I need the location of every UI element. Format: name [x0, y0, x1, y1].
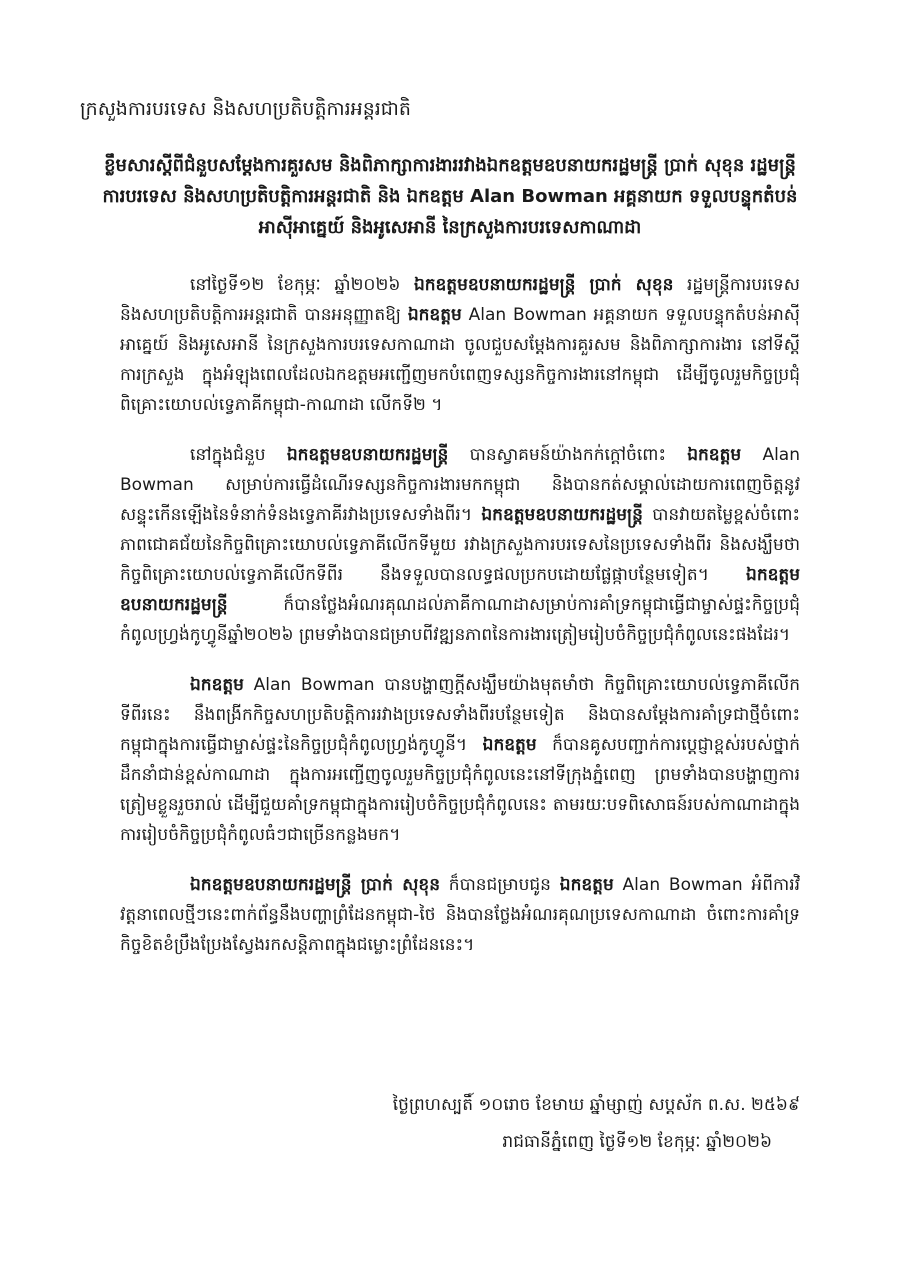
- paragraph-1: [120, 270, 800, 420]
- bold-text-run: ឯកឧត្តមឧបនាយករដ្ឋមន្ត្រី: [120, 565, 800, 615]
- bold-text-run: ឯកឧត្តម: [482, 735, 537, 755]
- bold-text-run: ឯកឧត្តម: [687, 445, 742, 465]
- paragraph-3: [120, 670, 800, 850]
- text-run: Alan Bowman អំពីការវិវត្តនាពេលថ្មីៗនេះពាក់ព័ន្ធនឹងបញ្ហាព្រំដែនកម្ពុជា-ថៃ និងបានថ្លែងអំណរគុណប្រទេសកាណាដា ចំពោះការគាំទ្រកិច្ចខិតខំប្រឹងប្រែងស្វែងរកសន្តិភាពក្នុងជម្លោះព្រំដែននេះ។: [120, 875, 800, 955]
- bold-text-run: ឯកឧត្តមឧបនាយករដ្ឋមន្ត្រី ប្រាក់ សុខុន: [413, 275, 674, 295]
- text-run: នៅថ្ងៃទី១២ ខែកុម្ភៈ ឆ្នាំ២០២៦: [190, 275, 414, 295]
- bold-text-run: ឯកឧត្តមឧបនាយករដ្ឋមន្ត្រី: [286, 445, 449, 465]
- text-run: ក៏បានថ្លែងអំណរគុណដល់ភាគីកាណាដាសម្រាប់ការគាំទ្រកម្ពុជាធ្វើជាម្ចាស់ផ្ទះកិច្ចប្រជុំកំពូលហ្វ្រង់កូហ្វូនីឆ្នាំ២០២៦ ព្រមទាំងបានជម្រាបពីវឌ្ឍនភាពនៃការងារត្រៀមរៀបចំកិច្ចប្រជុំកំពូលនេះផងដែរ។: [120, 595, 800, 645]
- bold-text-run: ឯកឧត្តមឧបនាយករដ្ឋមន្ត្រី ប្រាក់ សុខុន: [190, 875, 440, 895]
- paragraph-2: [120, 440, 800, 650]
- bold-text-run: ឯកឧត្តមឧបនាយករដ្ឋមន្ត្រី: [481, 505, 643, 525]
- text-run: Alan Bowman បានបង្ហាញក្តីសង្ឃឹមយ៉ាងមុតមាំថា កិច្ចពិគ្រោះយោបល់ទ្វេភាគីលើកទីពីរនេះ នឹងពង្រីកកិច្ចសហប្រតិបត្តិការរវាងប្រទេសទាំងពីរបន្ថែមទៀត និងបានសម្តែងការគាំទ្រជាថ្មីចំពោះកម្ពុជាក្នុងការធ្វើជាម្ចាស់ផ្ទះនៃកិច្ចប្រជុំកំពូលហ្វ្រង់កូហ្វូនី។: [120, 675, 800, 755]
- bold-text-run: ឯកឧត្តម: [559, 875, 614, 895]
- bold-text-run: ឯកឧត្តម: [190, 675, 244, 695]
- text-run: Alan Bowman សម្រាប់ការធ្វើដំណើរទស្សនកិច្ចការងារមកកម្ពុជា និងបានកត់សម្គាល់ដោយការពេញចិត្តនូវសន្ទុះកើនឡើងនៃទំនាក់ទំនងទ្វេភាគីរវាងប្រទេសទាំងពីរ។: [120, 445, 800, 525]
- bold-text-run: ឯកឧត្តម: [407, 305, 462, 325]
- document-title: ខ្លឹមសារស្តីពីជំនួបសម្តែងការគួរសម និងពិភាក្សាការងាររវាងឯកឧត្តមឧបនាយករដ្ឋមន្ត្រី ប្រាក់ សុខុន រដ្ឋមន្ត្រីការបរទេស និងសហប្រតិបត្តិការអន្តរជាតិ និង ឯកឧត្តម Alan Bowman អគ្គនាយក ទទួលបន្ទុកតំបន់អាស៊ីអាគ្នេយ៍ និងអូសេអានី នៃក្រសួងការបរទេសកាណាដា: [102, 155, 798, 238]
- text-run: ក៏បានគូសបញ្ជាក់ការប្តេជ្ញាខ្ពស់របស់ថ្នាក់ដឹកនាំជាន់ខ្ពស់កាណាដា ក្នុងការអញ្ជើញចូលរួមកិច្ចប្រជុំកំពូលនេះនៅទីក្រុងភ្នំពេញ ព្រមទាំងបានបង្ហាញការត្រៀមខ្លួនរួចរាល់ ដើម្បីជួយគាំទ្រកម្ពុជាក្នុងការរៀបចំកិច្ចប្រជុំកំពូលនេះ តាមរយៈបទពិសោធន៍របស់កាណាដាក្នុងការរៀបចំកិច្ចប្រជុំកំពូលធំៗជាច្រើនកន្លងមក។: [120, 735, 800, 845]
- text-run: បានវាយតម្លៃខ្ពស់ចំពោះភាពជោគជ័យនៃកិច្ចពិគ្រោះយោបល់ទ្វេភាគីលើកទីមួយ រវាងក្រសួងការបរទេសនៃប្រទេសទាំងពីរ និងសង្ឃឹមថា កិច្ចពិគ្រោះយោបល់ទ្វេភាគីលើកទីពីរ នឹងទទួលបានលទ្ធផលប្រកបដោយផ្លែផ្កាបន្ថែមទៀត។: [120, 505, 800, 585]
- lunar-date: ថ្ងៃព្រហស្បតិ៍ ១០រោច ខែមាឃ ឆ្នាំម្សាញ់ សប្តស័ក ព.ស. ២៥៦៩: [392, 1095, 800, 1115]
- text-run: បានស្វាគមន៍យ៉ាងកក់ក្តៅចំពោះ: [448, 445, 688, 465]
- text-run: ក៏បានជម្រាបជូន: [439, 875, 560, 895]
- text-run: នៅក្នុងជំនួប: [190, 445, 287, 465]
- document-body: [120, 270, 800, 980]
- text-run: Alan Bowman អគ្គនាយក ទទួលបន្ទុកតំបន់អាស៊ីអាគ្នេយ៍ និងអូសេអានី នៃក្រសួងការបរទេសកាណាដា ចូលជួបសម្តែងការគួរសម និងពិភាក្សាការងារ នៅទីស្តីការក្រសួង ក្នុងអំឡុងពេលដែលឯកឧត្តមអញ្ជើញមកបំពេញទស្សនកិច្ចការងារនៅកម្ពុជា ដើម្បីចូលរួមកិច្ចប្រជុំពិគ្រោះយោបល់ទ្វេភាគីកម្ពុជា-កាណាដា លើកទី២ ។: [120, 305, 800, 415]
- text-run: រដ្ឋមន្ត្រីការបរទេស និងសហប្រតិបត្តិការអន្តរជាតិ បានអនុញ្ញាតឱ្យ: [120, 275, 800, 325]
- ministry-header: ក្រសួងការបរទេស និងសហប្រតិបត្តិការអន្តរជាតិ: [80, 98, 411, 120]
- place-and-date: រាជធានីភ្នំពេញ ថ្ងៃទី១២ ខែកុម្ភៈ ឆ្នាំ២០២៦: [502, 1132, 772, 1152]
- paragraph-4: [120, 870, 800, 960]
